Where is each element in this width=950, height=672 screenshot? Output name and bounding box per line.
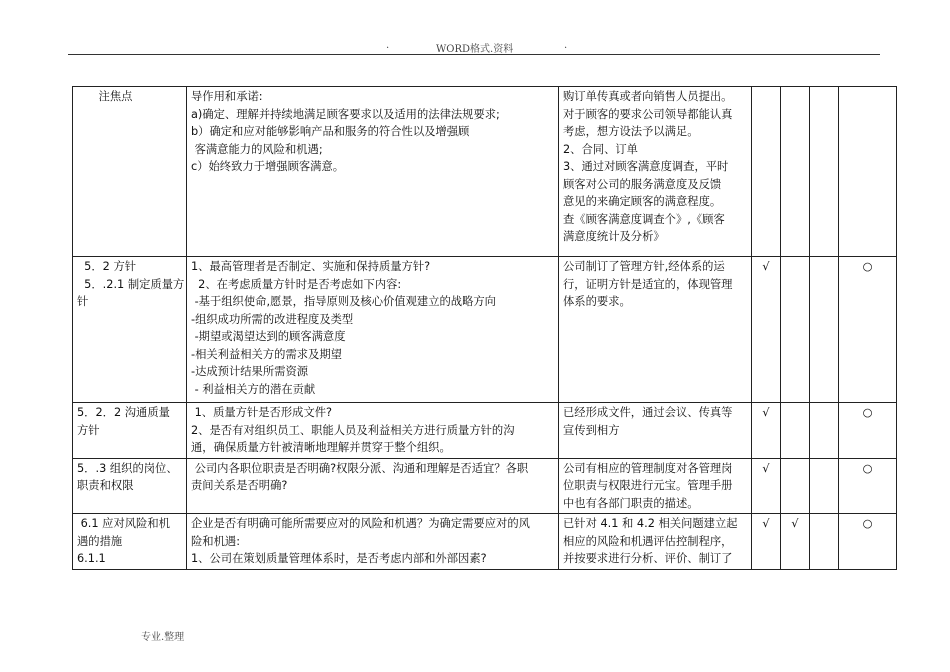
evidence-cell-line: 3、通过对顾客满意度调查，平时	[563, 160, 729, 173]
mark-cell-1: √	[752, 257, 781, 403]
requirement-cell-line: 企业是否有明确可能所需要应对的风险和机遇？为确定需要应对的风	[191, 517, 530, 530]
mark-cell-2	[781, 257, 810, 403]
evidence-cell-line: 已经形成文件，通过会议、传真等	[563, 406, 733, 419]
evidence-cell-line: 2、合同、订单	[563, 142, 638, 156]
page-header	[68, 38, 880, 55]
evidence-cell-line: 查《顾客满意度调查个》,《顾客	[563, 212, 725, 226]
table-row	[73, 257, 897, 403]
evidence-cell	[559, 403, 752, 459]
evidence-cell-line: 顾客对公司的服务满意度及反馈	[563, 177, 722, 191]
mark-cell-1: √	[752, 458, 781, 514]
table-row	[73, 403, 897, 459]
requirement-cell-line: c）始终致力于增强顾客满意。	[191, 160, 345, 173]
mark-cell-1	[752, 87, 781, 257]
evidence-cell-line: 并按要求进行分析、评价、制订了	[563, 552, 733, 565]
clause-cell-line: 6.1 应对风险和机	[77, 517, 170, 530]
evidence-cell-line: 位职责与权限进行元宝。管理手册	[563, 479, 733, 492]
evidence-cell-line: 意见的来确定顾客的满意程度。	[563, 195, 722, 208]
requirement-cell-line: 客满意能力的风险和机遇;	[191, 142, 323, 156]
requirement-cell-line: 2、是否有对组织员工、职能人员及利益相关方进行质量方针的沟	[191, 423, 515, 437]
requirement-cell-line: -组织成功所需的改进程度及类型	[191, 312, 354, 326]
evidence-cell-line: 满意度统计及分析》	[563, 230, 665, 243]
evidence-cell	[559, 257, 752, 403]
mark-cell-4: ○	[839, 458, 897, 514]
clause-cell	[73, 403, 187, 459]
requirement-cell	[187, 87, 559, 257]
requirement-cell-line: -达成预计结果所需资源	[191, 365, 309, 378]
requirement-cell-line: 导作用和承诺:	[191, 90, 263, 103]
requirement-cell-line: b）确定和应对能够影响产品和服务的符合性以及增强顾	[191, 125, 470, 138]
table-row	[73, 458, 897, 514]
evidence-cell-line: 公司制订了管理方针,经体系的运	[563, 260, 725, 273]
mark-cell-4: ○	[839, 257, 897, 403]
requirement-cell	[187, 403, 559, 459]
evidence-cell-line: 购订单传真或者向销售人员提出。	[563, 90, 733, 103]
clause-cell-line: 5．2 方针	[77, 260, 137, 273]
clause-cell-line: 注焦点	[77, 90, 133, 103]
table-row	[73, 514, 897, 570]
mark-cell-3	[810, 458, 839, 514]
requirement-cell-line: a)确定、理解并持续地满足顾客要求以及适用的法律法规要求;	[191, 107, 500, 121]
clause-cell-line: 5．.3 组织的岗位、	[77, 461, 178, 475]
mark-cell-1: √	[752, 514, 781, 570]
evidence-cell-line: 宣传到相方	[563, 423, 620, 437]
requirement-cell-line: -相关利益相关方的需求及期望	[191, 347, 342, 361]
mark-cell-4	[839, 87, 897, 257]
mark-cell-2: √	[781, 514, 810, 570]
mark-cell-2	[781, 458, 810, 514]
evidence-cell	[559, 87, 752, 257]
requirement-cell-line: -基于组织使命,愿景，指导原则及核心价值观建立的战略方向	[191, 295, 496, 308]
mark-cell-2	[781, 87, 810, 257]
page-footer: 专业.整理	[141, 632, 185, 643]
mark-cell-3	[810, 257, 839, 403]
requirement-cell-line: 公司内各职位职责是否明确?权限分派、沟通和理解是否适宜？各职	[191, 461, 529, 475]
clause-cell-line: 职责和权限	[77, 479, 134, 492]
requirement-cell-line: 2、在考虑质量方针时是否考虑如下内容:	[191, 277, 402, 291]
clause-cell-line: 5．2．2 沟通质量	[77, 406, 170, 419]
clause-cell	[73, 87, 187, 257]
audit-checklist-table	[72, 86, 897, 570]
requirement-cell-line: 险和机遇:	[191, 534, 240, 548]
clause-cell	[73, 257, 187, 403]
clause-cell	[73, 458, 187, 514]
evidence-cell	[559, 458, 752, 514]
mark-cell-4: ○	[839, 403, 897, 459]
clause-cell-line: 方针	[77, 423, 100, 437]
clause-cell-line: 5．.2.1 制定质量方	[77, 277, 185, 291]
evidence-cell-line: 行，证明方针是适宜的，体现管理	[563, 277, 733, 291]
clause-cell-line: 6.1.1	[77, 552, 106, 565]
evidence-cell-line: 相应的风险和机遇评估控制程序，	[563, 534, 733, 548]
requirement-cell-line: 1、公司在策划质量管理体系时，是否考虑内部和外部因素?	[191, 552, 487, 565]
evidence-cell-line: 体系的要求。	[563, 295, 631, 308]
clause-cell	[73, 514, 187, 570]
requirement-cell-line: - 利益相关方的潜在贡献	[191, 382, 316, 396]
header-right-dot: .	[564, 40, 568, 51]
requirement-cell	[187, 257, 559, 403]
evidence-cell-line: 对于顾客的要求公司领导都能认真	[563, 107, 733, 121]
mark-cell-2	[781, 403, 810, 459]
clause-cell-line: 针	[77, 295, 89, 308]
evidence-cell-line: 公司有相应的管理制度对各管理岗	[563, 461, 733, 475]
evidence-cell	[559, 514, 752, 570]
mark-cell-3	[810, 514, 839, 570]
requirement-cell	[187, 458, 559, 514]
mark-cell-3	[810, 403, 839, 459]
header-left-dot: .	[386, 40, 390, 51]
mark-cell-1: √	[752, 403, 781, 459]
requirement-cell-line: 责间关系是否明确?	[191, 479, 288, 492]
evidence-cell-line: 已针对 4.1 和 4.2 相关问题建立起	[563, 517, 738, 530]
requirement-cell	[187, 514, 559, 570]
clause-cell-line: 遇的措施	[77, 534, 123, 548]
mark-cell-3	[810, 87, 839, 257]
header-title: WORD格式.资料	[436, 44, 514, 55]
mark-cell-4: ○	[839, 514, 897, 570]
evidence-cell-line: 中也有各部门职责的描述。	[563, 496, 699, 510]
requirement-cell-line: 1、质量方针是否形成文件?	[191, 406, 333, 419]
evidence-cell-line: 考虑，想方设法予以满足。	[563, 125, 699, 138]
requirement-cell-line: -期望或渴望达到的顾客满意度	[191, 330, 346, 343]
requirement-cell-line: 1、最高管理者是否制定、实施和保持质量方针?	[191, 260, 431, 273]
requirement-cell-line: 通，确保质量方针被清晰地理解并贯穿于整个组织。	[191, 441, 451, 454]
table-body	[73, 87, 897, 570]
table-row	[73, 87, 897, 257]
